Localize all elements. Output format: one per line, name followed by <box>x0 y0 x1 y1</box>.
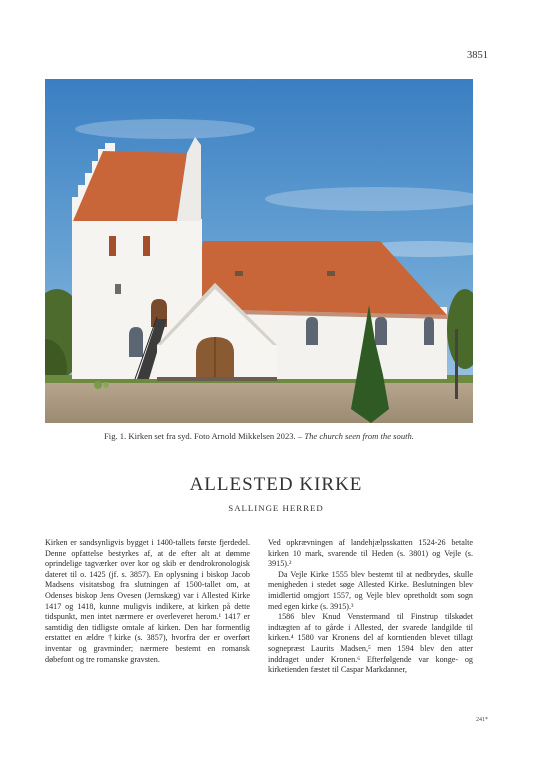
signature-mark: 241* <box>476 717 488 723</box>
page-number: 3851 <box>467 50 488 61</box>
caption-main: Fig. 1. Kirken set fra syd. Foto Arnold Mikkelsen 2023. – <box>104 431 303 441</box>
church-photo <box>45 79 473 423</box>
left-column <box>45 538 250 665</box>
page-title: ALLESTED KIRKE <box>189 474 363 495</box>
right-column <box>268 538 473 676</box>
right-paragraph-3: 1586 blev Knud Venstermand til Finstrup tilskødet indtægten af to gårde i Allested, der svarede landgilde til kirken.⁴ 1580 var Kronens del af korntienden blevet tillagt sognepræst Laurits Madsen,⁵ men 1594 blev den atter inddraget under Kronen.⁶ Efterfølgende var konge- og kirketienden fæstet til Caspar Markdanner, <box>268 612 473 675</box>
page-subtitle: SALLINGE HERRED <box>228 503 324 513</box>
left-paragraph-1: Kirken er sandsynligvis bygget i 1400-tallets første fjerdedel. Denne opfattelse bestyrkes af, at de efter alt at dømme oprindelige tagværker over kor og skib er dendrokronologisk dateret til o. 1425 (jf. s. 3857). En oplysning i biskop Jacob Madsens visitatsbog fra slutningen af 1500-tallet om, at Odenses biskop Jens Ovesen (Jernskæg) var i Allested Kirke 1417 og 1418, kunne muligvis indikere, at kirken på dette tidspunkt, men intet nærmere er overleveret herom.¹ 1417 er samtidig den tidligste omtale af kirken. Den har formentlig erstattet en ældre †kirke (s. 3857), hvorfra der er overført inventar og gravminder; nærmere bestemt en romansk døbefont og tre romanske gravsten. <box>45 538 250 664</box>
figure-caption <box>45 431 473 441</box>
right-paragraph-2: Da Vejle Kirke 1555 blev bestemt til at nedbrydes, skulle menigheden i stedet søge Allested Kirke. Beslutningen blev imidlertid omgjort 1557, og Vejle blev opretholdt som sogn med egen kirke (s. 3915).³ <box>268 569 473 611</box>
caption-english: The church seen from the south. <box>304 431 414 441</box>
right-paragraph-1: Ved opkrævningen af landehjælpsskatten 1524-26 betalte kirken 10 mark, svarende til Heden (s. 3801) og Vejle (s. 3915).² <box>268 538 473 569</box>
